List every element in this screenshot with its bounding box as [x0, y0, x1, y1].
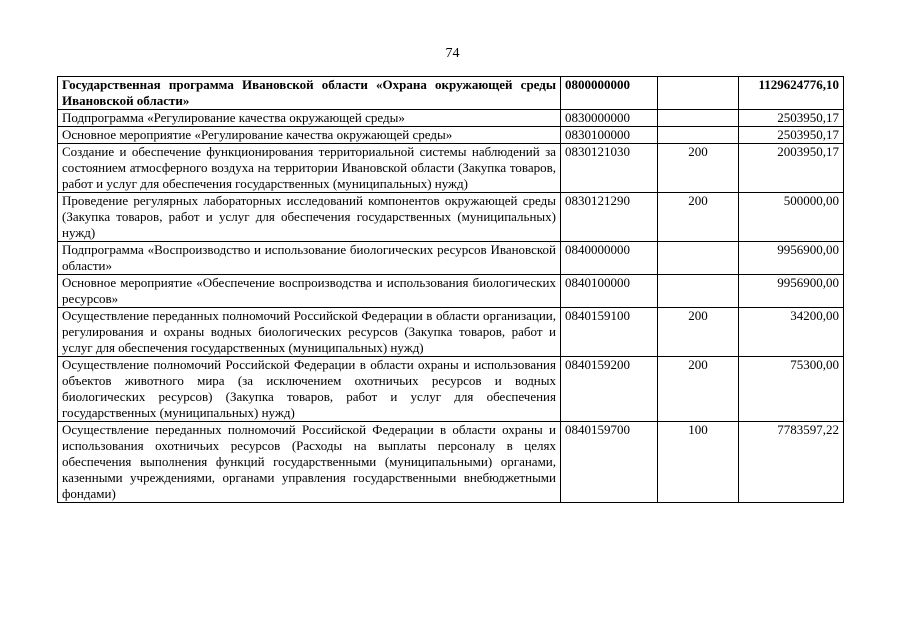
row-kind: 200 [658, 193, 739, 242]
table-row [58, 127, 844, 144]
row-code: 0830121290 [561, 193, 658, 242]
row-kind: 100 [658, 422, 739, 503]
table-row [58, 110, 844, 127]
row-name: Осуществление переданных полномочий Российской Федерации в области организации, регулирования и охраны водных биологических ресурсов (Закупка товаров, работ и услуг для обеспечения государственных (муниципальных) нужд) [58, 308, 561, 357]
row-name: Государственная программа Ивановской области «Охрана окружающей среды Ивановской области» [58, 77, 561, 110]
row-code: 0830100000 [561, 127, 658, 144]
table-row [58, 308, 844, 357]
row-name: Подпрограмма «Воспроизводство и использование биологических ресурсов Ивановской области» [58, 242, 561, 275]
row-kind: 200 [658, 308, 739, 357]
row-name: Основное мероприятие «Регулирование качества окружающей среды» [58, 127, 561, 144]
row-kind [658, 77, 739, 110]
row-kind [658, 275, 739, 308]
row-amount: 500000,00 [739, 193, 844, 242]
row-code: 0840159200 [561, 357, 658, 422]
row-code: 0830000000 [561, 110, 658, 127]
row-code: 0800000000 [561, 77, 658, 110]
table-row [58, 144, 844, 193]
table-row [58, 193, 844, 242]
row-code: 0840100000 [561, 275, 658, 308]
table-row [58, 422, 844, 503]
table-row [58, 357, 844, 422]
row-name: Подпрограмма «Регулирование качества окружающей среды» [58, 110, 561, 127]
row-amount: 1129624776,10 [739, 77, 844, 110]
row-name: Основное мероприятие «Обеспечение воспроизводства и использования биологических ресурсов» [58, 275, 561, 308]
row-name: Создание и обеспечение функционирования территориальной системы наблюдений за состоянием атмосферного воздуха на территории Ивановской области (Закупка товаров, работ и услуг для обеспечения государственных (муниципальных) нужд) [58, 144, 561, 193]
row-amount: 9956900,00 [739, 275, 844, 308]
row-amount: 9956900,00 [739, 242, 844, 275]
row-kind: 200 [658, 144, 739, 193]
budget-table [57, 76, 844, 503]
row-name: Осуществление переданных полномочий Российской Федерации в области охраны и использования охотничьих ресурсов (Расходы на выплаты персоналу в целях обеспечения выполнения функций государственными (муниципальными) органами, казенными учреждениями, органами управления государственными внебюджетными фондами) [58, 422, 561, 503]
row-kind [658, 110, 739, 127]
row-kind: 200 [658, 357, 739, 422]
table-row [58, 275, 844, 308]
page-number: 74 [445, 46, 460, 61]
row-code: 0830121030 [561, 144, 658, 193]
row-amount: 2003950,17 [739, 144, 844, 193]
row-kind [658, 127, 739, 144]
row-code: 0840159100 [561, 308, 658, 357]
row-amount: 75300,00 [739, 357, 844, 422]
row-amount: 2503950,17 [739, 110, 844, 127]
table-row [58, 77, 844, 110]
row-amount: 34200,00 [739, 308, 844, 357]
row-name: Осуществление полномочий Российской Федерации в области охраны и использования объектов животного мира (за исключением охотничьих ресурсов и водных биологических ресурсов) (Закупка товаров, работ и услуг для обеспечения государственных (муниципальных) нужд) [58, 357, 561, 422]
row-code: 0840159700 [561, 422, 658, 503]
row-code: 0840000000 [561, 242, 658, 275]
row-amount: 2503950,17 [739, 127, 844, 144]
row-name: Проведение регулярных лабораторных исследований компонентов окружающей среды (Закупка товаров, работ и услуг для обеспечения государственных (муниципальных) нужд) [58, 193, 561, 242]
row-amount: 7783597,22 [739, 422, 844, 503]
table-row [58, 242, 844, 275]
row-kind [658, 242, 739, 275]
